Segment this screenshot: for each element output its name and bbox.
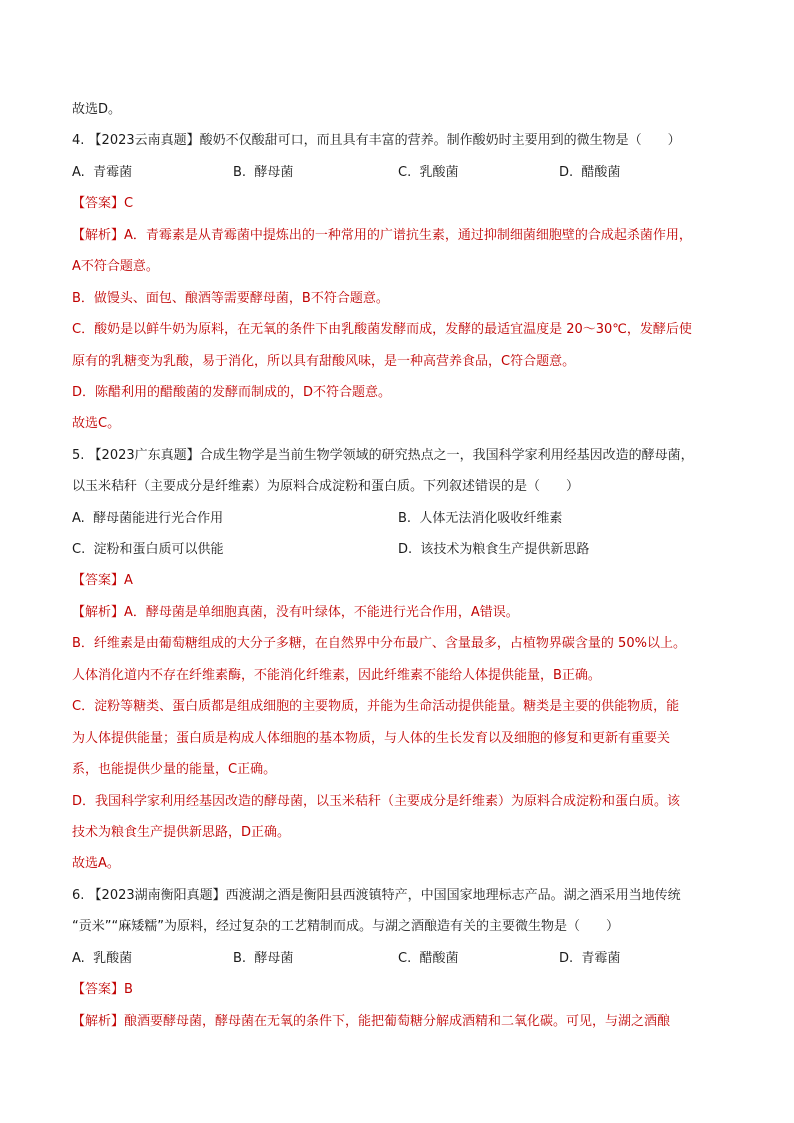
q6-analysis-tag: 【解析】	[72, 1014, 125, 1029]
prev-conclusion: 故选D。	[72, 102, 122, 117]
q5-option-b: B. 人体无法消化吸收纤维素	[398, 511, 563, 526]
q5-answer-value: A	[124, 573, 133, 588]
q4-option-b: B. 酵母菌	[233, 165, 294, 180]
q5-analysis-line-5: 为人体提供能量；蛋白质是构成人体细胞的基本物质，与人体的生长发育以及细胞的修复和更新有重要关	[72, 731, 671, 746]
q5-analysis-line-2: B．纤维素是由葡萄糖组成的大分子多糖，在自然界中分布最广、含量最多，占植物界碳含量的 50%以上。	[72, 636, 686, 651]
q6-stem-line-2: “贡米”“麻矮糯”为原料，经过复杂的工艺精制而成。与湖之酒酿造有关的主要微生物是（ ）	[72, 919, 619, 934]
q6-option-a: A. 乳酸菌	[72, 951, 133, 966]
q4-conclusion: 故选C。	[72, 416, 121, 431]
q5-option-d: D. 该技术为粮食生产提供新思路	[398, 542, 590, 557]
q5-option-c: C. 淀粉和蛋白质可以供能	[72, 542, 224, 557]
q5-analysis-line-8: 技术为粮食生产提供新思路，D正确。	[72, 825, 291, 840]
q4-answer	[72, 194, 724, 214]
q5-analysis-line-1: 【解析】A．酵母菌是单细胞真菌，没有叶绿体，不能进行光合作用，A错误。	[72, 605, 519, 620]
q6-answer-tag: 【答案】	[72, 982, 125, 997]
q4-analysis-line-3: B．做馒头、面包、酿酒等需要酵母菌，B不符合题意。	[72, 291, 389, 306]
q4-analysis-tag: 【解析】	[72, 228, 125, 243]
q5-option-a: A. 酵母菌能进行光合作用	[72, 511, 224, 526]
q5-analysis-line-3: 人体消化道内不存在纤维素酶，不能消化纤维素，因此纤维素不能给人体提供能量，B正确。	[72, 668, 601, 683]
q6-answer	[72, 980, 724, 1000]
q6-option-c: C. 醋酸菌	[398, 951, 459, 966]
q5-answer-tag: 【答案】	[72, 573, 125, 588]
q5-analysis-line-6: 系，也能提供少量的能量，C正确。	[72, 762, 277, 777]
q6-answer-value: B	[124, 982, 133, 997]
q4-stem: 酸奶不仅酸甜可口，而且具有丰富的营养。制作酸奶时主要用到的微生物是（ ）	[199, 133, 681, 148]
q4-analysis-line-2: A不符合题意。	[72, 259, 159, 274]
q4-analysis-line-1: 【解析】A．青霉素是从青霉菌中提炼出的一种常用的广谱抗生素，通过抑制细菌细胞壁的合成起杀菌作用，	[72, 228, 692, 243]
q5-number: 5.	[72, 448, 85, 463]
q5-analysis-line-7: D．我国科学家利用经基因改造的酵母菌，以玉米秸秆（主要成分是纤维素）为原料合成淀粉和蛋白质。该	[72, 794, 681, 809]
q6-number: 6.	[72, 888, 85, 903]
q4-option-c: C. 乳酸菌	[398, 165, 459, 180]
q5-source: 【2023广东真题】	[88, 448, 200, 463]
q4-source: 【2023云南真题】	[88, 133, 200, 148]
q4-option-d: D. 醋酸菌	[559, 165, 621, 180]
q6-options	[72, 949, 724, 969]
q6-stem-line-1: 6. 【2023湖南衡阳真题】西渡湖之酒是衡阳县西渡镇特产，中国国家地理标志产品。湖之酒采用当地传统	[72, 888, 681, 903]
q6-option-d: D. 青霉菌	[559, 951, 621, 966]
q4-number: 4.	[72, 133, 85, 148]
q5-options-row-2	[72, 540, 724, 560]
q5-analysis-line-4: C．淀粉等糖类、蛋白质都是组成细胞的主要物质，并能为生命活动提供能量。糖类是主要的供能物质，能	[72, 699, 680, 714]
q4-analysis-line-5: 原有的乳糖变为乳酸，易于消化，所以具有甜酸风味，是一种高营养食品，C符合题意。	[72, 354, 576, 369]
q6-source: 【2023湖南衡阳真题】	[88, 888, 226, 903]
q5-stem-line-1: 5. 【2023广东真题】合成生物学是当前生物学领域的研究热点之一，我国科学家利用经基因改造的酵母菌，	[72, 448, 694, 463]
q5-analysis-tag: 【解析】	[72, 605, 125, 620]
q6-analysis-line-1: 【解析】酿酒要酵母菌，酵母菌在无氧的条件下，能把葡萄糖分解成酒精和二氧化碳。可见，与湖之酒酿	[72, 1014, 671, 1029]
q5-answer	[72, 571, 724, 591]
q4-stem-line	[72, 131, 724, 151]
q5-conclusion: 故选A。	[72, 856, 120, 871]
q4-options	[72, 163, 724, 183]
q5-stem-line-2: 以玉米秸秆（主要成分是纤维素）为原料合成淀粉和蛋白质。下列叙述错误的是（ ）	[72, 479, 580, 494]
q4-analysis-line-4: C．酸奶是以鲜牛奶为原料，在无氧的条件下由乳酸菌发酵而成，发酵的最适宜温度是 20～30℃，发酵后使	[72, 322, 692, 337]
q4-answer-value: C	[124, 196, 134, 211]
q5-options-row-1	[72, 509, 724, 529]
q4-analysis-line-6: D．陈醋利用的醋酸菌的发酵而制成的，D不符合题意。	[72, 385, 392, 400]
q4-answer-tag: 【答案】	[72, 196, 125, 211]
q4-option-a: A. 青霉菌	[72, 165, 133, 180]
q6-option-b: B. 酵母菌	[233, 951, 294, 966]
